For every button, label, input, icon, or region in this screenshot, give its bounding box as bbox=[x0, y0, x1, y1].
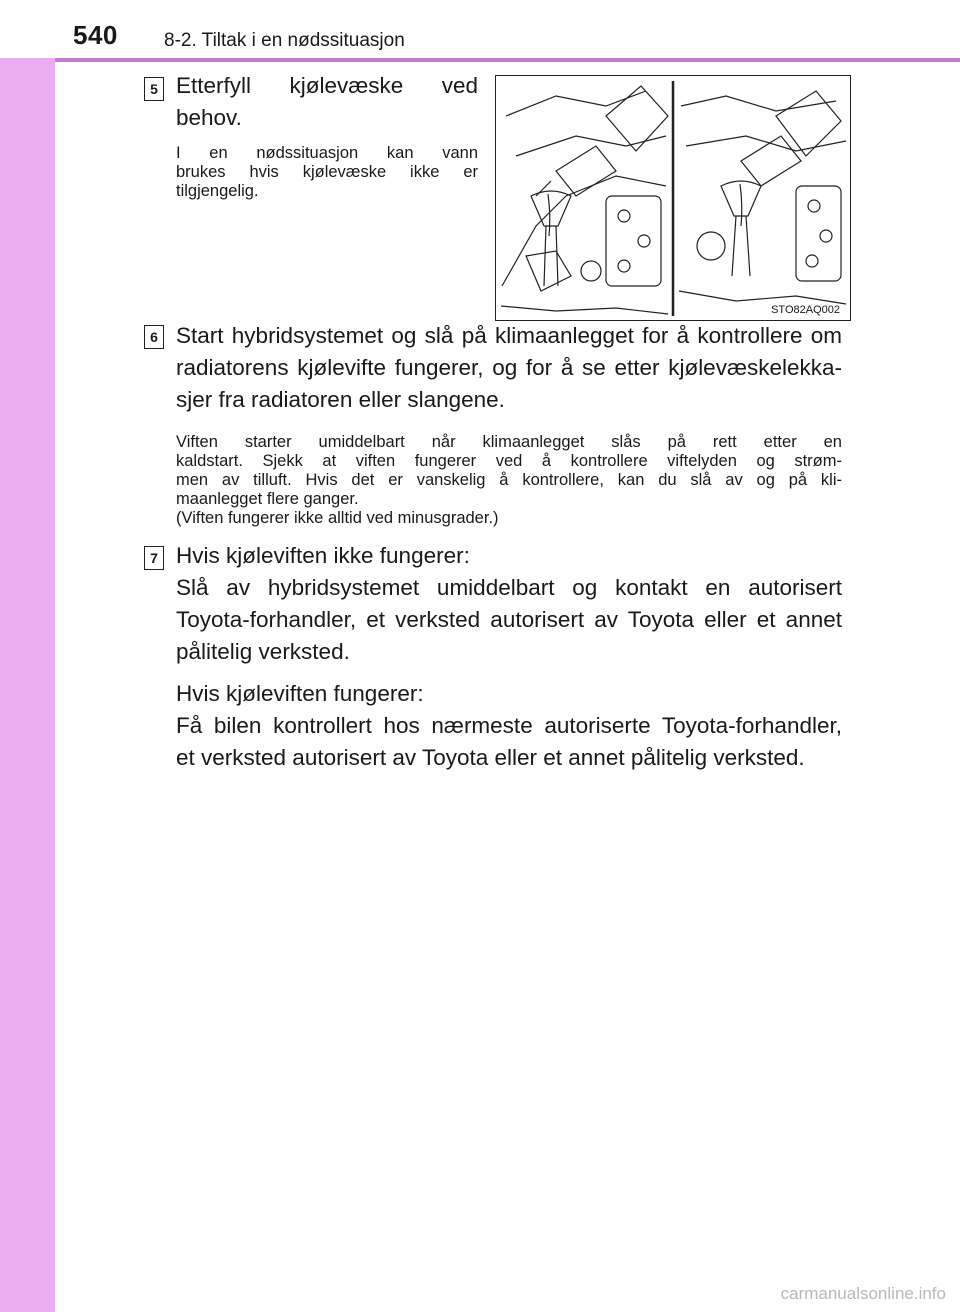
step-6-main-line-2: radiatorens kjølevifte fungerer, og for å se etter kjølevæskelekka- bbox=[176, 355, 842, 380]
step-7-p1-line-3: Toyota-forhandler, et verksted autorisert av Toyota eller et annet bbox=[176, 607, 842, 632]
engine-bay-drawing bbox=[496, 76, 850, 320]
step-6-main-line-1: Start hybridsystemet og slå på klimaanlegget for å kontrollere om bbox=[176, 323, 842, 348]
step-5-badge: 5 bbox=[144, 77, 164, 101]
chapter-side-band bbox=[0, 0, 55, 1312]
step-7-p2-line-2: Få bilen kontrollert hos nærmeste autoriserte Toyota-forhandler, bbox=[176, 713, 842, 738]
watermark: carmanualsonline.info bbox=[780, 1284, 946, 1303]
step-7-badge: 7 bbox=[144, 546, 164, 570]
step-5-note-line-1: I en nødssituasjon kan vann bbox=[176, 144, 478, 162]
step-7-p2-line-3: et verksted autorisert av Toyota eller et annet pålitelig verksted. bbox=[176, 745, 805, 770]
step-6-note-line-1: Viften starter umiddelbart når klimaanlegget slås på rett etter en bbox=[176, 433, 842, 451]
step-7-p2-line-1: Hvis kjøleviften fungerer: bbox=[176, 681, 424, 706]
step-6-main-line-3: sjer fra radiatoren eller slangene. bbox=[176, 387, 505, 412]
coolant-refill-illustration bbox=[495, 75, 851, 321]
step-6-note-line-3: men av tilluft. Hvis det er vanskelig å kontrollere, kan du slå av og på kli- bbox=[176, 471, 842, 489]
step-6-note-line-2: kaldstart. Sjekk at viften fungerer ved å kontrollere viftelyden og strøm- bbox=[176, 452, 842, 470]
step-5-note-line-2: brukes hvis kjølevæske ikke er bbox=[176, 163, 478, 181]
step-6-badge: 6 bbox=[144, 325, 164, 349]
header-rule bbox=[55, 58, 960, 62]
step-6-text bbox=[176, 320, 842, 528]
step-6-note-line-5: (Viften fungerer ikke alltid ved minusgrader.) bbox=[176, 509, 499, 527]
step-5-main-line-1: Etterfyll kjølevæske ved bbox=[176, 73, 478, 98]
step-7-p1-line-4: pålitelig verksted. bbox=[176, 639, 350, 664]
step-5-note-line-3: tilgjengelig. bbox=[176, 182, 259, 200]
step-6-note-line-4: maanlegget flere ganger. bbox=[176, 490, 359, 508]
header-band bbox=[0, 0, 960, 58]
step-5-text bbox=[176, 70, 478, 201]
illustration-code: STO82AQ002 bbox=[771, 304, 840, 316]
step-7-p1-line-1: Hvis kjøleviften ikke fungerer: bbox=[176, 543, 470, 568]
page-number: 540 bbox=[73, 20, 118, 50]
step-7-text bbox=[176, 540, 842, 774]
step-7-p1-line-2: Slå av hybridsystemet umiddelbart og kontakt en autorisert bbox=[176, 575, 842, 600]
section-title: 8-2. Tiltak i en nødssituasjon bbox=[164, 30, 405, 51]
step-5-main-line-2: behov. bbox=[176, 105, 242, 130]
